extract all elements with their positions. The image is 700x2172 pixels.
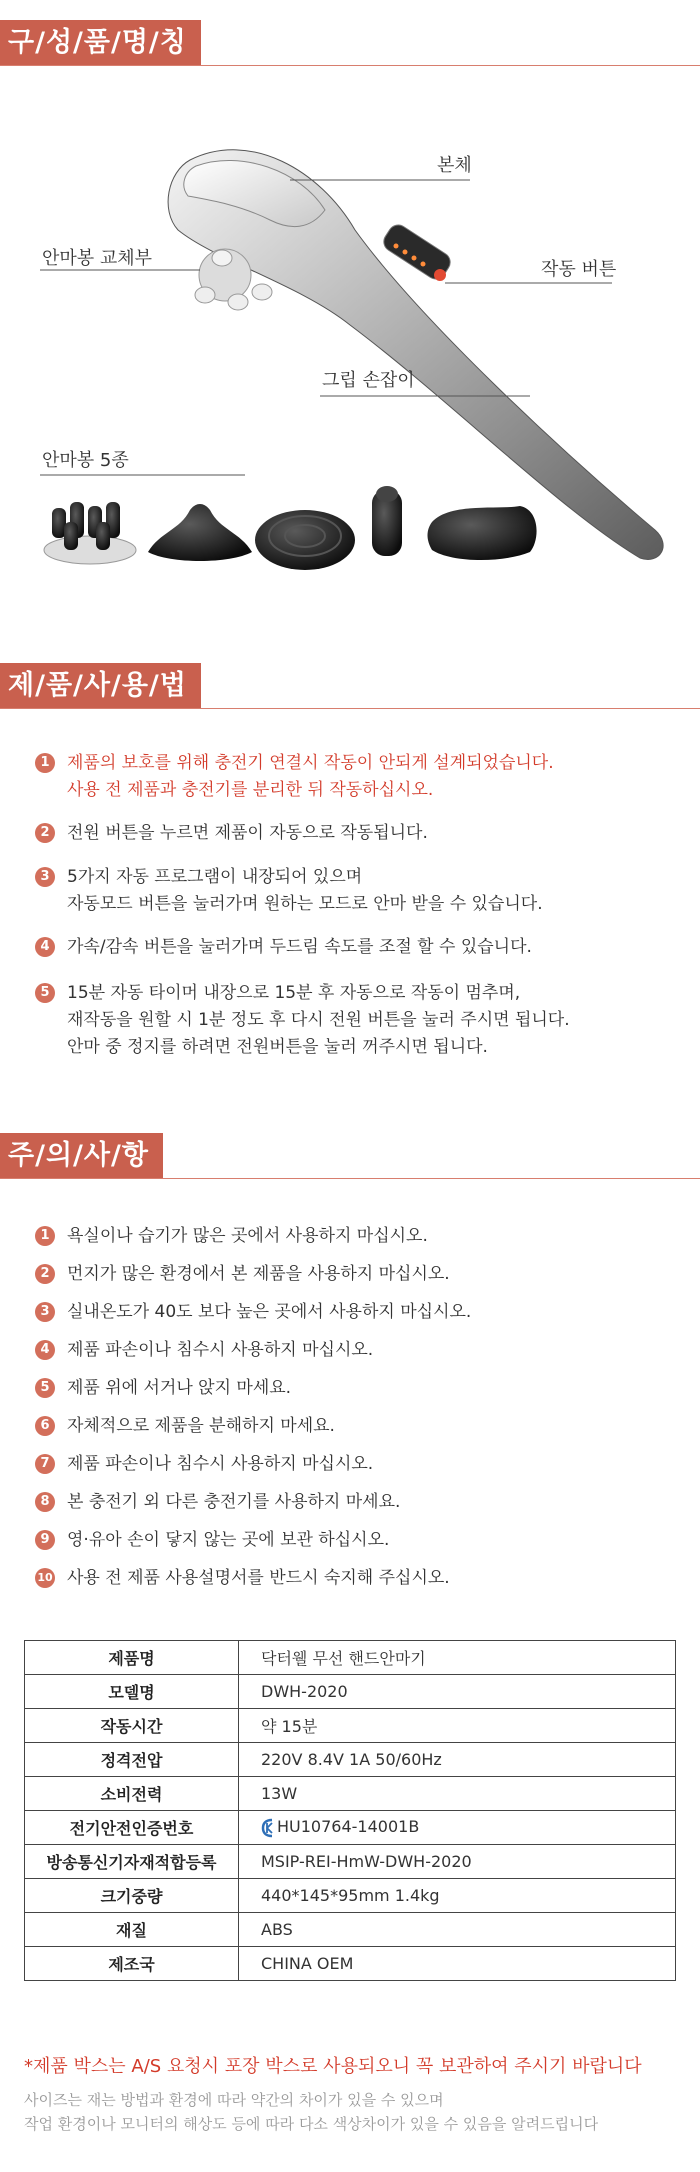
table-row [25,1947,676,1981]
caution-text: 사용 전 제품 사용설명서를 반드시 숙지해 주십시오. [67,1568,450,1588]
caution-text: 본 충전기 외 다른 충전기를 사용하지 마세요. [67,1492,401,1512]
usage-text [67,980,570,1061]
caution-item [35,1261,450,1288]
usage-item [35,980,570,1061]
number-badge: 4 [35,937,55,957]
spec-value: 440*145*95mm 1.4kg [239,1879,676,1913]
spec-value: 닥터웰 무선 핸드안마기 [239,1641,676,1675]
caution-text: 영·유아 손이 닿지 않는 곳에 보관 하십시오. [67,1530,390,1550]
usage-text [67,864,543,918]
spec-key: 정격전압 [25,1743,239,1777]
number-badge: 1 [35,1226,55,1246]
caution-item [35,1337,373,1364]
spec-value: 13W [239,1777,676,1811]
box-notice: *제품 박스는 A/S 요청시 포장 박스로 사용되오니 꼭 보관하여 주시기 바랍니다 [24,2056,642,2077]
number-badge: 4 [35,1340,55,1360]
number-badge: 2 [35,823,55,843]
caution-text: 제품 파손이나 침수시 사용하지 마십시오. [67,1454,374,1474]
massager-illustration [0,70,700,590]
text-line: 재작동을 원할 시 1분 정도 후 다시 전원 버튼을 눌러 주시면 됩니다. [67,1010,570,1030]
number-badge: 1 [35,753,55,773]
table-row [25,1641,676,1675]
table-row [25,1777,676,1811]
section-header-usage [0,663,700,711]
caution-item [35,1223,428,1250]
spec-key: 소비전력 [25,1777,239,1811]
massage-head-5 [428,506,537,560]
spec-key: 작동시간 [25,1709,239,1743]
number-badge: 9 [35,1530,55,1550]
spec-value: 약 15분 [239,1709,676,1743]
divider [0,1178,700,1179]
number-badge: 3 [35,1302,55,1322]
spec-value: 220V 8.4V 1A 50/60Hz [239,1743,676,1777]
number-badge: 5 [35,1378,55,1398]
spec-key: 모델명 [25,1675,239,1709]
spec-key: 전기안전인증번호 [25,1811,239,1845]
table-row [25,1913,676,1947]
table-row [25,1811,676,1845]
spec-key: 재질 [25,1913,239,1947]
section-title: 구/성/품/명/칭 [0,20,201,66]
text-line: 5가지 자동 프로그램이 내장되어 있으며 [67,867,363,887]
disclaimer-line: 사이즈는 재는 방법과 환경에 따라 약간의 차이가 있을 수 있으며 [24,2091,444,2109]
disclaimer [24,2088,598,2136]
divider [0,708,700,709]
caution-text: 제품 위에 서거나 앉지 마세요. [67,1378,292,1398]
massage-head-3 [255,510,355,570]
number-badge: 7 [35,1454,55,1474]
text-line: 사용 전 제품과 충전기를 분리한 뒤 작동하십시오. [67,780,434,800]
spec-key: 제조국 [25,1947,239,1981]
caution-item [35,1375,291,1402]
kc-mark-icon [261,1818,275,1838]
section-title: 제/품/사/용/법 [0,663,201,709]
section-header-cautions [0,1133,700,1181]
usage-item [35,934,532,961]
caution-item [35,1413,335,1440]
label-massage-heads: 안마봉 5종 [42,450,129,471]
label-power-button: 작동 버튼 [541,259,617,280]
section-title: 주/의/사/항 [0,1133,163,1179]
number-badge: 5 [35,983,55,1003]
caution-text: 욕실이나 습기가 많은 곳에서 사용하지 마십시오. [67,1226,428,1246]
caution-item [35,1489,400,1516]
label-body: 본체 [437,155,472,176]
text-line: 제품의 보호를 위해 충전기 연결시 작동이 안되게 설계되었습니다. [67,753,554,773]
label-attachment: 안마봉 교체부 [42,248,153,269]
table-row [25,1879,676,1913]
massage-head-4 [372,486,402,556]
caution-text: 제품 파손이나 침수시 사용하지 마십시오. [67,1340,374,1360]
usage-item [35,820,428,847]
usage-item [35,750,554,804]
caution-item [35,1451,373,1478]
spec-key: 방송통신기자재적합등록 [25,1845,239,1879]
label-grip: 그립 손잡이 [322,370,415,391]
table-row [25,1709,676,1743]
text-line: 15분 자동 타이머 내장으로 15분 후 자동으로 작동이 멈추며, [67,983,521,1003]
cert-number: HU10764-14001B [277,1817,420,1837]
usage-text [67,934,532,961]
caution-item [35,1527,389,1554]
spec-key: 크기중량 [25,1879,239,1913]
spec-key: 제품명 [25,1641,239,1675]
text-line: 안마 중 정지를 하려면 전원버튼을 눌러 꺼주시면 됩니다. [67,1037,488,1057]
spec-value: CHINA OEM [239,1947,676,1981]
massage-head-2 [148,504,252,561]
spec-table [24,1640,676,1981]
disclaimer-line: 작업 환경이나 모니터의 해상도 등에 따라 다소 색상차이가 있을 수 있음을 알려드립니다 [24,2115,599,2133]
caution-item [35,1299,471,1326]
text-line: 가속/감속 버튼을 눌러가며 두드림 속도를 조절 할 수 있습니다. [67,937,532,957]
caution-text: 먼지가 많은 환경에서 본 제품을 사용하지 마십시오. [67,1264,450,1284]
spec-value: ABS [239,1913,676,1947]
table-row [25,1845,676,1879]
caution-item [35,1565,450,1592]
number-badge: 6 [35,1416,55,1436]
massage-head-1 [44,502,136,564]
text-line: 자동모드 버튼을 눌러가며 원하는 모드로 안마 받을 수 있습니다. [67,894,543,914]
spec-value: MSIP-REI-HmW-DWH-2020 [239,1845,676,1879]
caution-text: 자체적으로 제품을 분해하지 마세요. [67,1416,335,1436]
usage-text [67,750,554,804]
number-badge: 3 [35,867,55,887]
spec-value: DWH-2020 [239,1675,676,1709]
divider [0,65,700,66]
usage-text [67,820,428,847]
text-line: 전원 버튼을 누르면 제품이 자동으로 작동됩니다. [67,823,428,843]
section-header-components [0,20,700,68]
number-badge: 2 [35,1264,55,1284]
caution-text: 실내온도가 40도 보다 높은 곳에서 사용하지 마십시오. [67,1302,472,1322]
product-diagram [0,70,700,590]
spec-value-cert [239,1811,676,1845]
table-row [25,1675,676,1709]
usage-item [35,864,543,918]
number-badge: 10 [35,1568,55,1588]
number-badge: 8 [35,1492,55,1512]
table-row [25,1743,676,1777]
